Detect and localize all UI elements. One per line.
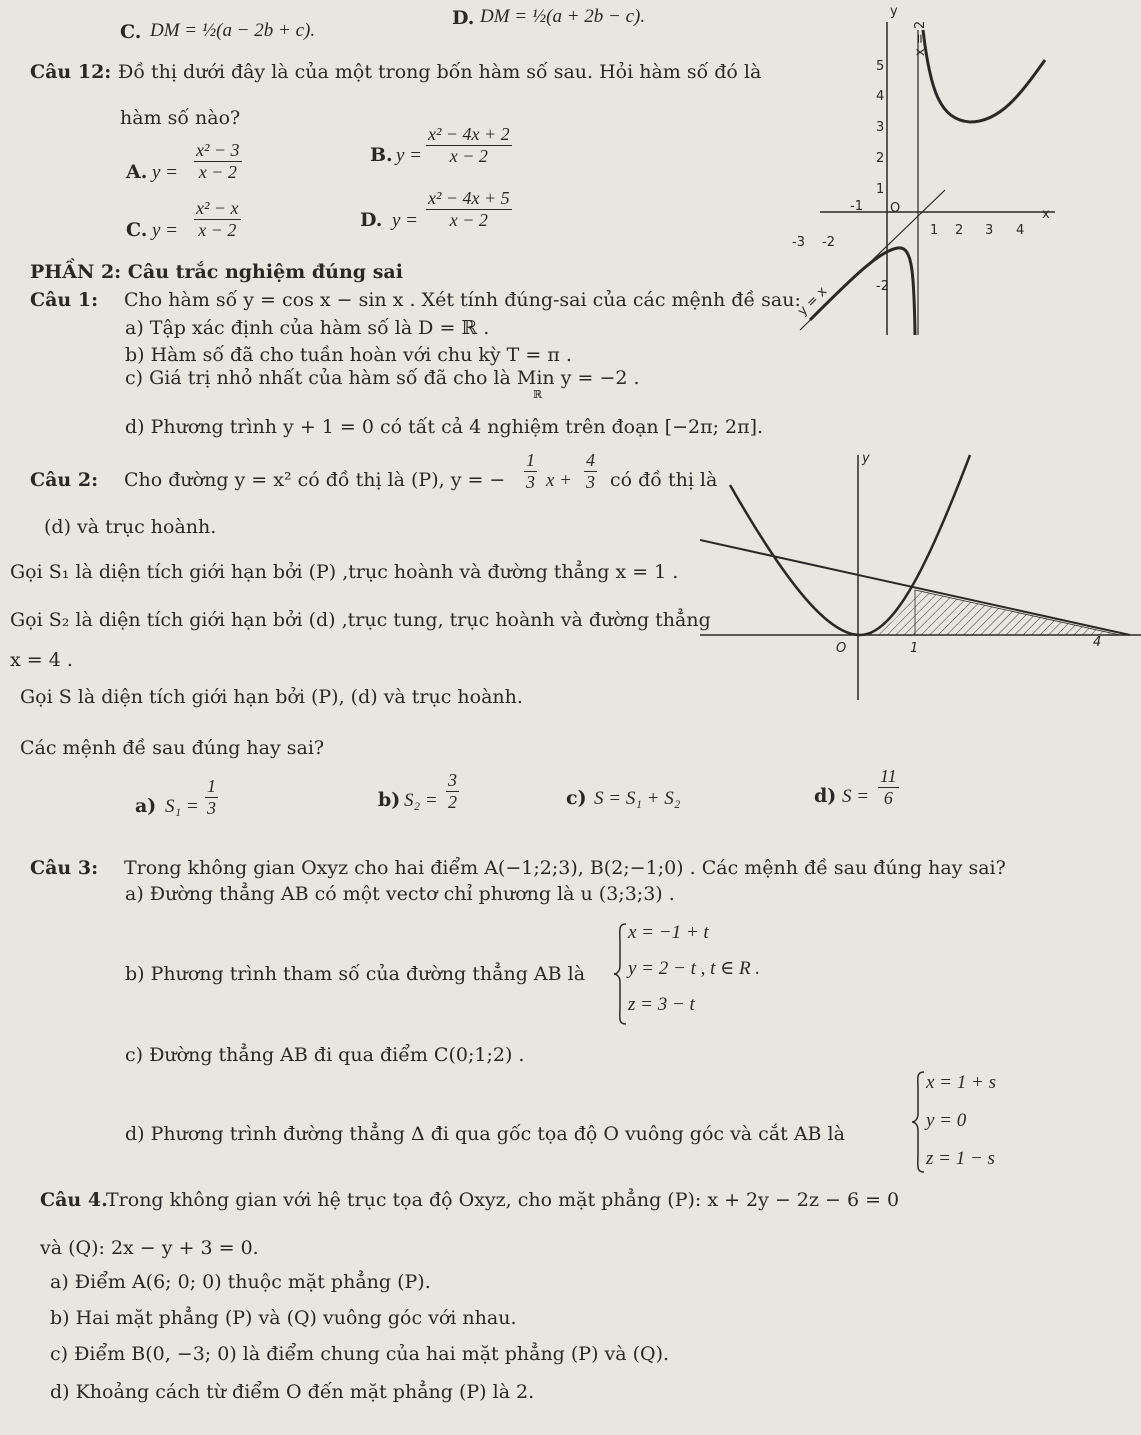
q12-x-label: x: [1042, 207, 1050, 222]
q1-c: c) Giá trị nhỏ nhất của hàm số đã cho là Min y = −2 .: [125, 367, 640, 389]
q2-text-c: có đồ thị là: [610, 469, 718, 491]
q12-label-yx: y = x: [795, 284, 831, 320]
q2-line7: Các mệnh đề sau đúng hay sai?: [20, 737, 325, 759]
q3-b-brace: [612, 922, 628, 1026]
q4-text: Trong không gian với hệ trục tọa độ Oxyz, cho mặt phẳng (P): x + 2y − 2z − 6 = 0: [106, 1189, 900, 1211]
q4-text2: và (Q): 2x − y + 3 = 0.: [40, 1237, 259, 1259]
q2-line4: Gọi S₂ là diện tích giới hạn bởi (d) ,trục tung, trục hoành và đường thẳng: [10, 609, 711, 631]
q2-frac1: [524, 450, 537, 493]
q12-tick-x-neg3: -3: [792, 235, 805, 250]
q3-d-brace: [910, 1070, 926, 1174]
q12-label: Câu 12:: [30, 61, 112, 83]
q2-opt-a-lhs: S₁ =: [165, 796, 199, 817]
q12-label-x2: x = 2: [913, 20, 928, 56]
q12-opt-b-num: x² − 4x + 2: [428, 124, 510, 144]
q3-a: a) Đường thẳng AB có một vectơ chỉ phương là u (3;3;3) .: [125, 883, 675, 905]
q3-d-sys-3: z = 1 − s: [926, 1148, 995, 1169]
q12-opt-d-num: x² − 4x + 5: [428, 188, 510, 208]
q2-line6: Gọi S là diện tích giới hạn bởi (P), (d) và trục hoành.: [20, 686, 523, 708]
q12-tick-x-neg2: -2: [822, 235, 835, 250]
option-c-text: DM = ½(a − 2b + c).: [150, 20, 316, 41]
q12-opt-c-frac: [194, 198, 241, 241]
q12-opt-a-den: x − 2: [198, 162, 237, 182]
q2-frac2-d: 3: [586, 472, 595, 492]
q2-origin: O: [836, 641, 847, 656]
q3-d-sys-1: x = 1 + s: [926, 1072, 996, 1093]
q1-label: Câu 1:: [30, 289, 99, 311]
q12-opt-a-y: y =: [152, 162, 179, 183]
q2-text-a: Cho đường y = x² có đồ thị là (P), y = −: [124, 469, 506, 491]
q12-opt-d-den: x − 2: [449, 210, 488, 230]
q2-opt-b-n: 3: [448, 770, 457, 790]
q3-d-sys-2: y = 0: [926, 1110, 967, 1131]
q12-y-label: y: [890, 4, 898, 19]
q12-opt-a-num: x² − 3: [196, 140, 240, 160]
q3-b: b) Phương trình tham số của đường thẳng AB là: [125, 963, 586, 985]
q12-opt-c-den: x − 2: [198, 220, 237, 240]
q12-text2: hàm số nào?: [120, 107, 241, 129]
option-d-label: D.: [452, 7, 475, 29]
q12-opt-c-y: y =: [152, 220, 179, 241]
option-d-text: DM = ½(a + 2b − c).: [480, 6, 646, 27]
q2-frac1-d: 3: [526, 472, 535, 492]
q2-hatched-region: [915, 590, 1120, 635]
q2-line3: Gọi S₁ là diện tích giới hạn bởi (P) ,trục hoành và đường thẳng x = 1 .: [10, 561, 679, 583]
q12-tick-x-4: 4: [1016, 223, 1025, 238]
q3-b-sys-3: z = 3 − t: [628, 994, 695, 1015]
q2-opt-c-label: c): [566, 787, 587, 809]
q12-origin: O: [890, 201, 901, 216]
q2-frac1-n: 1: [526, 450, 535, 470]
q2-opt-d-n: 11: [880, 766, 897, 786]
q12-curve-right: [923, 30, 1045, 122]
q2-opt-b-label: b): [378, 789, 401, 811]
q12-opt-b-frac: [426, 124, 512, 167]
q1-b: b) Hàm số đã cho tuần hoàn với chu kỳ T = π .: [125, 344, 572, 366]
q12-opt-d-label: D.: [360, 209, 383, 231]
q2-text-b: x +: [546, 470, 573, 491]
q12-opt-b-y: y =: [396, 145, 423, 166]
q1-a: a) Tập xác định của hàm số là D = ℝ .: [125, 317, 490, 339]
q1-c-sub: ℝ: [533, 388, 543, 401]
q2-frac2-n: 4: [586, 450, 595, 470]
q4-d: d) Khoảng cách từ điểm O đến mặt phẳng (P) là 2.: [50, 1381, 535, 1403]
q12-tick-x-3: 3: [985, 223, 994, 238]
q2-frac2: [584, 450, 597, 493]
q2-opt-d-d: 6: [883, 788, 893, 808]
q3-text: Trong không gian Oxyz cho hai điểm A(−1;2;3), B(2;−1;0) . Các mệnh đề sau đúng hay sai?: [124, 857, 1006, 879]
q12-graph: [780, 0, 1120, 340]
q12-tick-2: 2: [876, 151, 885, 166]
q2-line2: (d) và trục hoành.: [44, 516, 217, 538]
q2-opt-a-label: a): [135, 795, 157, 817]
q12-tick-5: 5: [876, 59, 885, 74]
q12-opt-a-frac: [194, 140, 242, 183]
q3-label: Câu 3:: [30, 857, 99, 879]
q2-opt-b-lhs: S₂ =: [404, 790, 438, 811]
q3-c: c) Đường thẳng AB đi qua điểm C(0;1;2) .: [125, 1044, 525, 1066]
q12-tick-x-1: 1: [930, 223, 939, 238]
q2-opt-d-frac: [878, 766, 899, 809]
q2-graph: [700, 440, 1141, 710]
q12-tick-x-2: 2: [955, 223, 964, 238]
q12-opt-b-label: B.: [370, 144, 393, 166]
q4-b: b) Hai mặt phẳng (P) và (Q) vuông góc với nhau.: [50, 1307, 517, 1329]
q3-d: d) Phương trình đường thẳng Δ đi qua gốc tọa độ O vuông góc và cắt AB là: [125, 1123, 845, 1145]
q2-opt-c-text: S = S₁ + S₂: [594, 788, 681, 809]
q12-opt-d-y: y =: [392, 210, 419, 231]
q12-tick-4: 4: [876, 89, 885, 104]
q2-opt-d-label: d): [814, 785, 837, 807]
option-c-label: C.: [120, 21, 142, 43]
q1-d: d) Phương trình y + 1 = 0 có tất cả 4 nghiệm trên đoạn [−2π; 2π].: [125, 416, 764, 438]
q4-c: c) Điểm B(0, −3; 0) là điểm chung của hai mặt phẳng (P) và (Q).: [50, 1343, 670, 1365]
q3-b-sys-2: y = 2 − t , t ∈ R .: [628, 958, 761, 979]
q2-opt-b-d: 2: [448, 792, 457, 812]
part2-title: PHẦN 2: Câu trắc nghiệm đúng sai: [30, 261, 403, 283]
q2-y-label: y: [862, 451, 870, 466]
q2-opt-d-lhs: S =: [842, 786, 870, 807]
q12-tick-1: 1: [876, 182, 885, 197]
q12-opt-a-label: A.: [126, 161, 148, 183]
q2-opt-b-frac: [446, 770, 459, 813]
q2-line5: x = 4 .: [10, 649, 73, 671]
q12-tick-neg2: -2: [876, 279, 889, 294]
q4-a: a) Điểm A(6; 0; 0) thuộc mặt phẳng (P).: [50, 1271, 431, 1293]
q12-text: Đồ thị dưới đây là của một trong bốn hàm số sau. Hỏi hàm số đó là: [118, 61, 762, 83]
q12-opt-c-num: x² − x: [196, 198, 239, 218]
q2-label: Câu 2:: [30, 469, 99, 491]
q2-opt-a-d: 3: [207, 798, 216, 818]
q12-opt-d-frac: [426, 188, 512, 231]
q2-opt-a-frac: [205, 776, 218, 819]
q12-opt-b-den: x − 2: [449, 146, 488, 166]
q1-text: Cho hàm số y = cos x − sin x . Xét tính đúng-sai của các mệnh đề sau:: [124, 289, 801, 311]
q2-x-1: 1: [910, 641, 919, 656]
q2-x-4: 4: [1093, 635, 1102, 650]
q12-opt-c-label: C.: [126, 219, 148, 241]
q12-tick-neg1: -1: [850, 199, 863, 214]
q4-label: Câu 4.: [40, 1189, 108, 1211]
q12-tick-3: 3: [876, 120, 885, 135]
q2-opt-a-n: 1: [207, 776, 216, 796]
q3-b-sys-1: x = −1 + t: [628, 922, 709, 943]
